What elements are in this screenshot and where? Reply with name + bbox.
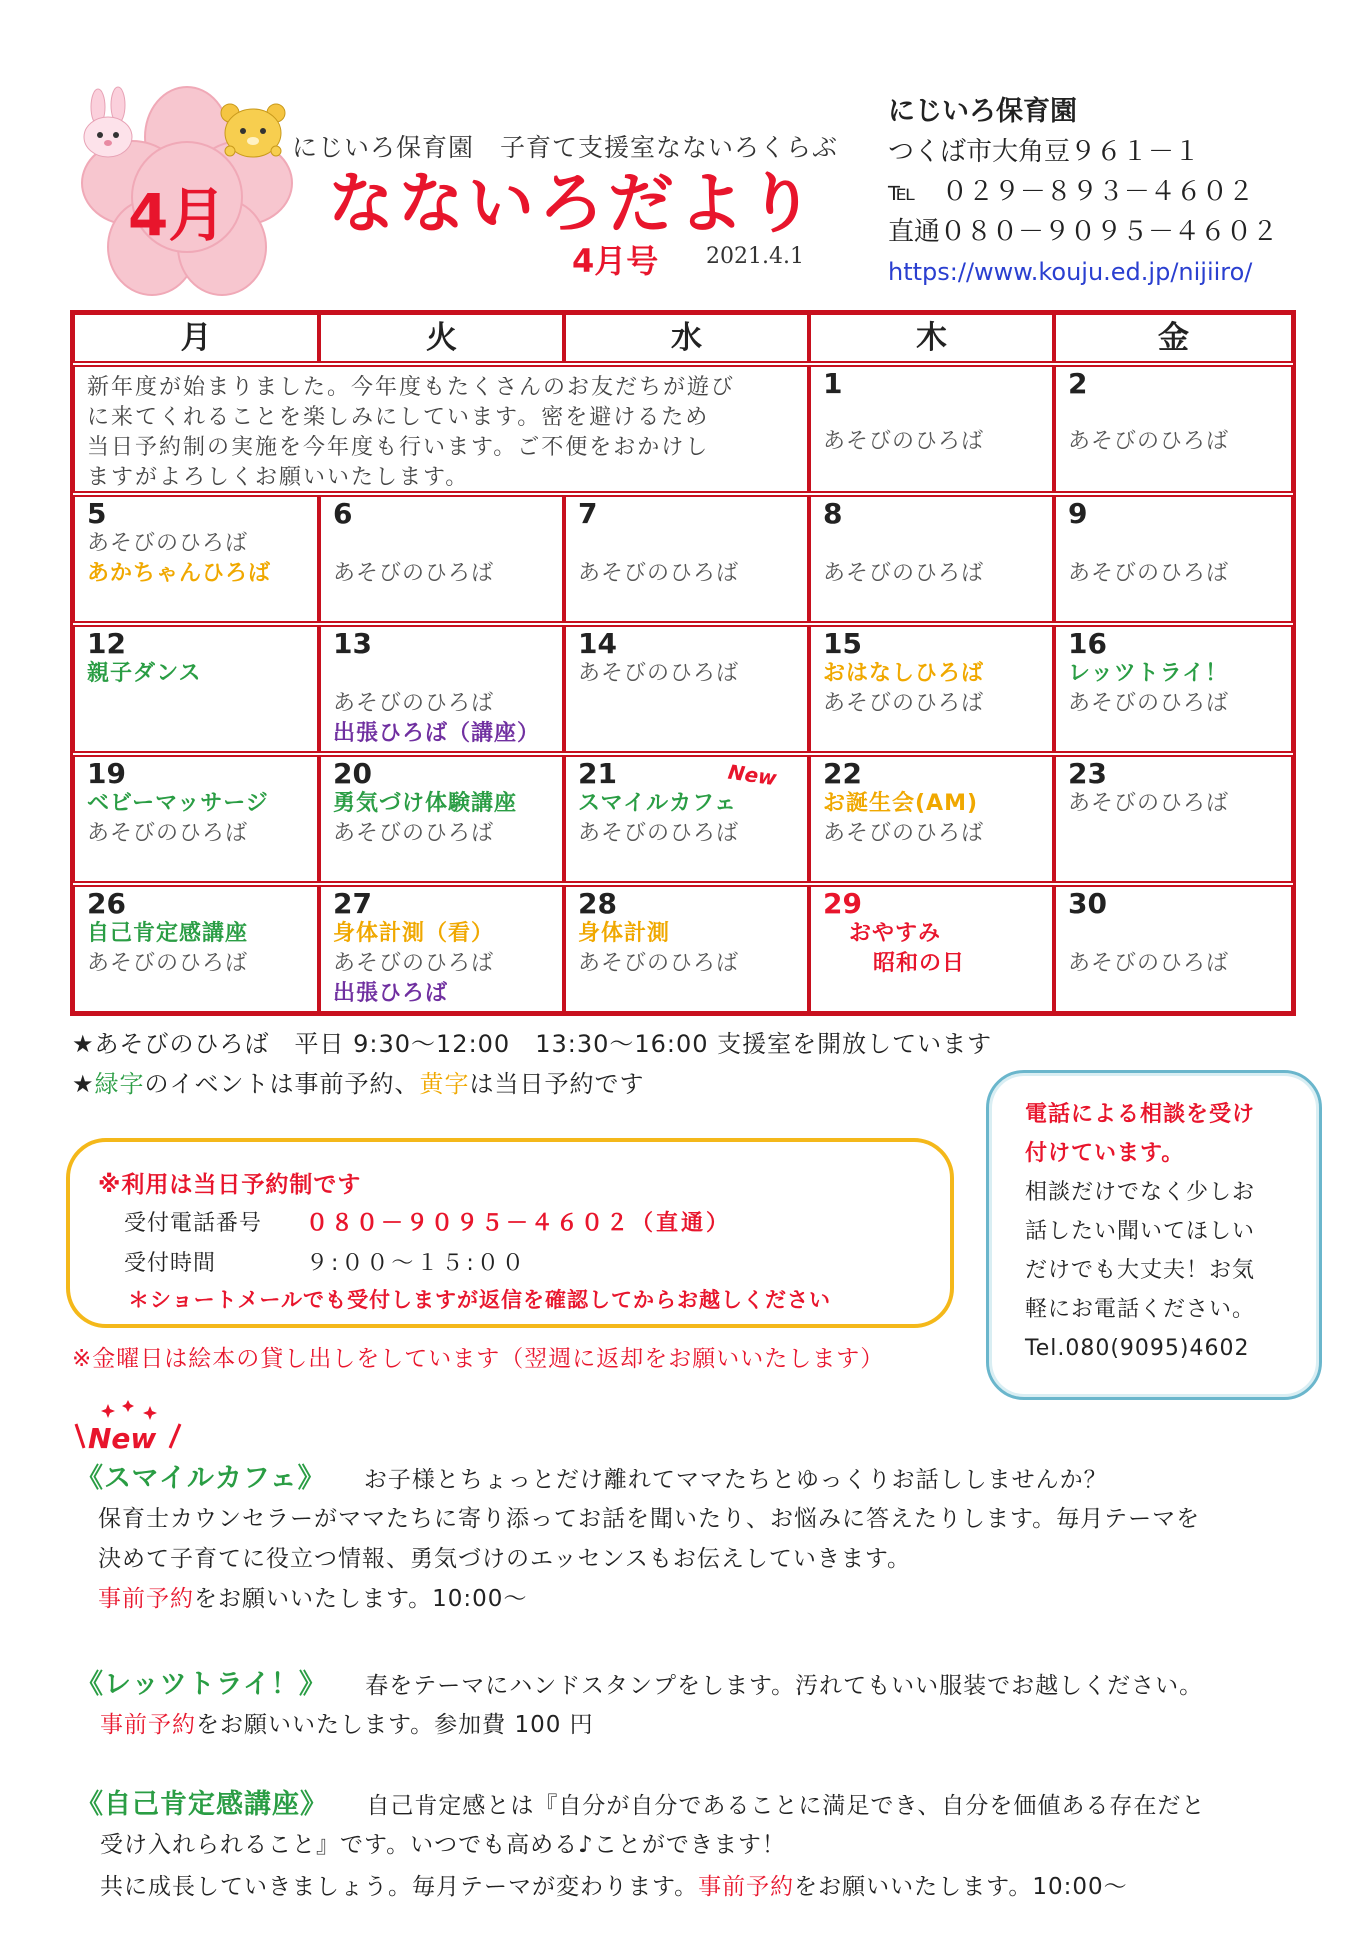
consult-line: 電話による相談を受け — [1025, 1102, 1256, 1127]
smile-heading-row — [76, 1456, 1108, 1495]
event-label: 身体計測 — [578, 921, 671, 946]
event-label: おやすみ — [849, 921, 942, 946]
weekday-thu: 木 — [809, 313, 1054, 363]
newsletter-subtitle: にじいろ保育園 子育て支援室なないろくらぶ — [292, 133, 839, 162]
event-label: 自己肯定感講座 — [87, 921, 249, 946]
smile-heading: 《スマイルカフェ》 — [76, 1463, 326, 1494]
day-cell-19 — [73, 755, 319, 883]
event-label: スマイルカフェ — [578, 791, 738, 816]
sms-note: ＊ショートメールでも受付しますが返信を確認してからお越しください — [128, 1288, 831, 1312]
smile-lead: お子様とちょっとだけ離れてママたちとゆっくりお話ししませんか？ — [363, 1467, 1108, 1493]
day-number: 22 — [823, 757, 862, 790]
event-label: あそびのひろば — [1068, 951, 1230, 976]
self-lead: 自己肯定感とは『自分が自分であることに満足でき、自分を価値ある存在だと — [366, 1793, 1206, 1819]
day-cell-29-holiday — [809, 885, 1054, 1013]
smile-line: 保育士カウンセラーがママたちに寄り添ってお話を聞いたり、お悩みに答えたりします。毎月テーマを — [98, 1506, 1201, 1532]
day-number: 13 — [333, 627, 372, 660]
day-cell-27 — [319, 885, 564, 1013]
event-label: あそびのひろば — [578, 561, 740, 586]
rabbit-icon — [84, 87, 132, 157]
consult-line: 相談だけでなく少しお — [1025, 1180, 1256, 1205]
org-tel: ℡ ０２９－８９３－４６０２ — [888, 177, 1254, 207]
event-label: あそびのひろば — [578, 951, 740, 976]
org-direct: 直通０８０－９０９５－４６０２ — [888, 217, 1279, 247]
friday-note: ※金曜日は絵本の貸し出しをしています（翌週に返却をお願いいたします） — [72, 1346, 885, 1372]
event-label: あそびのひろば — [578, 661, 740, 686]
event-label: あそびのひろば — [87, 821, 249, 846]
time-label: 受付時間 — [124, 1251, 217, 1276]
reservation-required: 事前予約 — [698, 1874, 795, 1900]
org-url-link[interactable]: https://www.kouju.ed.jp/nijiiro/ — [888, 258, 1253, 286]
day-cell-7 — [564, 495, 809, 623]
day-cell-26 — [73, 885, 319, 1013]
day-number: 23 — [1068, 757, 1107, 790]
event-label: 出張ひろば（講座） — [333, 721, 541, 746]
self-line: 受け入れられること』です。いつでも高める♪ことができます！ — [100, 1832, 786, 1858]
event-label: 昭和の日 — [873, 951, 966, 976]
day-number: 7 — [578, 497, 598, 530]
event-label: あそびのひろば — [1068, 691, 1230, 716]
bear-icon — [221, 104, 285, 157]
day-cell-6 — [319, 495, 564, 623]
day-cell-14 — [564, 625, 809, 753]
issue-date: 2021.4.1 — [706, 244, 804, 269]
lets-lead: 春をテーマにハンドスタンプをします。汚れてもいい服装でお越しください。 — [365, 1673, 1204, 1699]
day-cell-2 — [1054, 365, 1293, 493]
time-value: ９:００～１５:００ — [306, 1251, 527, 1276]
self-heading-row — [76, 1782, 1205, 1821]
day-number: 5 — [87, 497, 107, 530]
event-label: 身体計測（看） — [333, 921, 495, 946]
consult-box — [986, 1070, 1322, 1400]
smile-line: 決めて子育てに役立つ情報、勇気づけのエッセンスもお伝えしていきます。 — [98, 1546, 912, 1572]
event-label: お誕生会(AM) — [823, 791, 979, 816]
sakura-flower-badge — [80, 85, 295, 300]
legend-star: ★ — [72, 1070, 95, 1098]
event-label: 親子ダンス — [87, 661, 202, 686]
day-cell-13 — [319, 625, 564, 753]
new-badge — [70, 1400, 190, 1460]
new-badge-small: New — [726, 759, 779, 791]
consult-line: 軽にお電話ください。 — [1025, 1297, 1256, 1322]
consult-line: だけでも大丈夫！お気 — [1025, 1258, 1256, 1283]
day-number: 30 — [1068, 887, 1107, 920]
event-label: あそびのひろば — [578, 821, 740, 846]
issue-label: 4月号 — [572, 242, 659, 280]
event-label: あそびのひろば — [823, 691, 985, 716]
event-label: 出張ひろば — [333, 981, 449, 1006]
legend-yellow: 黄字 — [419, 1070, 470, 1098]
org-info — [888, 92, 1278, 292]
day-number: 28 — [578, 887, 617, 920]
day-number: 8 — [823, 497, 843, 530]
day-cell-8 — [809, 495, 1054, 623]
reservation-heading: ※利用は当日予約制です — [98, 1172, 362, 1198]
lets-heading-row — [76, 1662, 1203, 1701]
intro-line: ますがよろしくお願いいたします。 — [87, 465, 470, 490]
weekday-fri: 金 — [1054, 313, 1293, 363]
weekday-wed: 水 — [564, 313, 809, 363]
calendar-intro-cell — [73, 365, 809, 493]
event-label: あそびのひろば — [333, 951, 495, 976]
intro-line: に来てくれることを楽しみにしています。密を避けるため — [87, 405, 710, 430]
reservation-required: 事前予約 — [100, 1712, 196, 1738]
legend-green: 緑字 — [94, 1070, 145, 1098]
intro-line: 当日予約制の実施を今年度も行います。ご不便をおかけし — [87, 435, 710, 460]
day-number: 15 — [823, 627, 862, 660]
day-number: 29 — [823, 887, 862, 920]
reservation-required: 事前予約 — [98, 1586, 194, 1612]
self-reservation — [100, 1868, 1128, 1901]
reservation-tail: をお願いいたします。参加費 100 円 — [196, 1712, 594, 1738]
event-label: 勇気づけ体験講座 — [333, 791, 518, 816]
day-number: 12 — [87, 627, 126, 660]
intro-line: 新年度が始まりました。今年度もたくさんのお友だちが遊び — [87, 375, 736, 400]
self-line: 共に成長していきましょう。毎月テーマが変わります。 — [100, 1874, 699, 1900]
day-cell-20 — [319, 755, 564, 883]
day-number: 6 — [333, 497, 353, 530]
reservation-box — [66, 1138, 954, 1328]
day-number: 19 — [87, 757, 126, 790]
lets-reservation — [100, 1706, 594, 1739]
reservation-tail: をお願いいたします。10:00～ — [794, 1874, 1128, 1900]
weekday-mon: 月 — [73, 313, 319, 363]
newsletter-title: なないろだより — [328, 165, 818, 242]
event-label: あそびのひろば — [1068, 429, 1230, 454]
event-label: あそびのひろば — [333, 691, 495, 716]
event-label: あそびのひろば — [823, 561, 985, 586]
day-number: 1 — [823, 367, 843, 400]
day-cell-22 — [809, 755, 1054, 883]
org-address: つくば市大角豆９６１－１ — [888, 137, 1201, 167]
smile-reservation — [98, 1580, 527, 1613]
org-name: にじいろ保育園 — [888, 96, 1077, 127]
legend-note — [72, 1064, 645, 1099]
day-cell-21 — [564, 755, 809, 883]
day-cell-1 — [809, 365, 1054, 493]
day-number: 27 — [333, 887, 372, 920]
new-badge-text: New — [88, 1422, 157, 1455]
reservation-tail: をお願いいたします。10:00～ — [194, 1586, 528, 1612]
lets-heading: 《レッツトライ！》 — [76, 1669, 327, 1700]
day-cell-15 — [809, 625, 1054, 753]
hours-note: ★あそびのひろば 平日 9:30～12:00 13:30～16:00 支援室を開放しています — [72, 1030, 993, 1058]
event-label: あそびのひろば — [333, 561, 495, 586]
day-number: 20 — [333, 757, 372, 790]
day-cell-23 — [1054, 755, 1293, 883]
month-badge-text: 4月 — [128, 181, 227, 249]
event-label: ベビーマッサージ — [87, 791, 269, 816]
event-label: おはなしひろば — [823, 661, 985, 686]
day-cell-16 — [1054, 625, 1293, 753]
legend-end: は当日予約です — [469, 1070, 645, 1098]
day-cell-30 — [1054, 885, 1293, 1013]
day-cell-12 — [73, 625, 319, 753]
event-label: あそびのひろば — [87, 951, 249, 976]
day-number: 2 — [1068, 367, 1088, 400]
day-number: 21 — [578, 757, 617, 790]
consult-phone: Tel.080(9095)4602 — [1025, 1336, 1250, 1361]
phone-value: ０８０－９０９５－４６０２（直通） — [306, 1211, 732, 1236]
event-label: あかちゃんひろば — [87, 561, 272, 586]
day-number: 26 — [87, 887, 126, 920]
calendar-grid — [70, 310, 1296, 1016]
event-label: あそびのひろば — [823, 821, 985, 846]
consult-line: 付けています。 — [1025, 1141, 1185, 1166]
event-label: あそびのひろば — [333, 821, 495, 846]
self-heading: 《自己肯定感講座》 — [76, 1789, 328, 1820]
day-number: 14 — [578, 627, 617, 660]
event-label: あそびのひろば — [87, 531, 249, 556]
legend-mid: のイベントは事前予約、 — [144, 1070, 420, 1098]
day-number: 16 — [1068, 627, 1107, 660]
event-label: あそびのひろば — [1068, 791, 1230, 816]
event-label: あそびのひろば — [1068, 561, 1230, 586]
day-number: 9 — [1068, 497, 1088, 530]
consult-line: 話したい聞いてほしい — [1025, 1219, 1256, 1244]
day-cell-5 — [73, 495, 319, 623]
phone-label: 受付電話番号 — [124, 1211, 263, 1236]
event-label: あそびのひろば — [823, 429, 985, 454]
event-label: レッツトライ！ — [1068, 661, 1229, 686]
weekday-tue: 火 — [319, 313, 564, 363]
day-cell-9 — [1054, 495, 1293, 623]
day-cell-28 — [564, 885, 809, 1013]
